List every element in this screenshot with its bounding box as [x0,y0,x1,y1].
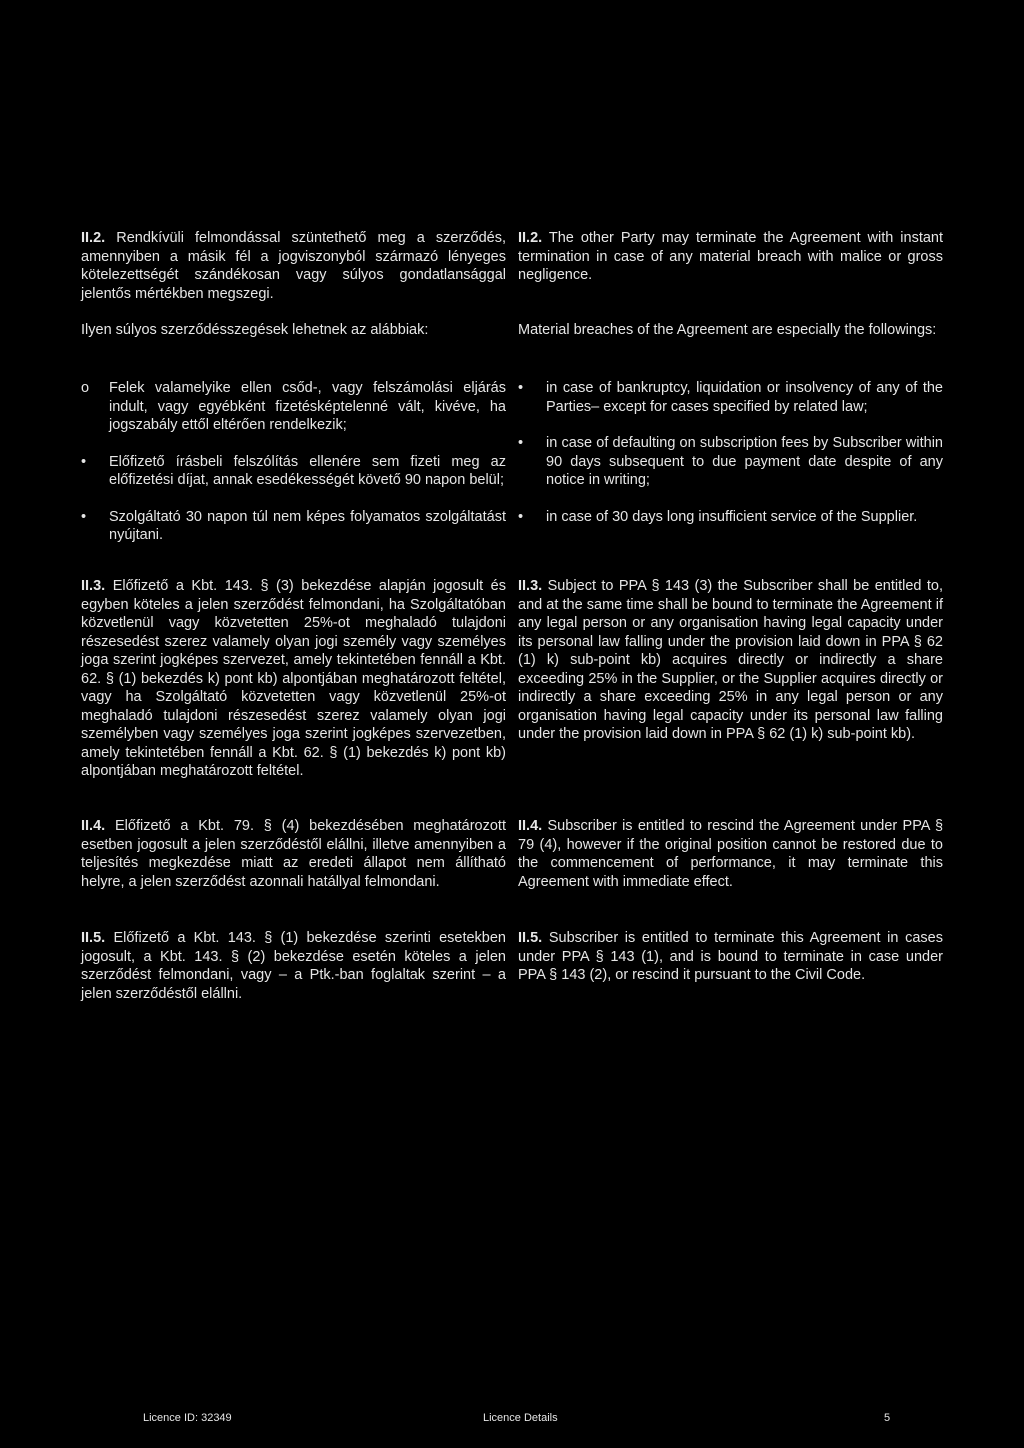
en-section-5-number: II.5. [518,930,543,946]
list-item [518,434,943,490]
hu-section-3-text: Előfizető a Kbt. 143. § (3) bekezdése alapján jogosult és egyben köteles a jelen szerződést felmondani, ha Szolgáltatóban közvetlenül vagy közvetetten 25%-ot meghaladó tulajdoni részesedést szerez valamely olyan jogi személy vagy személyes joga szerint jogképes szervezet, amely tekintetében fennáll a Kbt. 62. § (1) bekezdés k) pont kb) alpontjában meghatározott feltétel, vagy ha Szolgáltató közvetetten vagy közvetlenül 25%-ot meghaladó tulajdoni részesedést szerez valamely olyan jogi személyben vagy személyes joga szerint jogképes szervezetben, amely tekintetében fennáll a Kbt. 62. § (1) bekezdés k) pont kb) alpontjában meghatározott feltétel. [81,578,506,779]
en-section-3 [518,577,943,744]
list-item-text: in case of defaulting on subscription fees by Subscriber within 90 days subsequent to due payment date despite of any notice in writing; [546,435,943,488]
list-item [81,453,506,490]
list-item [518,508,943,527]
en-section-4-text: Subscriber is entitled to rescind the Agreement under PPA § 79 (4), however if the original position cannot be restored due to the commencement of performance, it may terminate this Agreement with immediate effect. [518,818,944,890]
bullet-icon: • [81,508,87,525]
list-item [81,508,506,545]
list-item [81,379,506,435]
en-section-2-text: The other Party may terminate the Agreement with instant termination in case of any material breach with malice or gross negligence. [518,230,943,283]
hu-section-3-number: II.3. [81,578,106,594]
bullet-icon: • [81,453,87,470]
hu-section-2-text: Rendkívüli felmondással szüntethető meg a szerződés, amennyiben a másik fél a jogviszonyból származó lényeges kötelezettségét szándékosan vagy súlyos gondatlansággal jelentős mértékben megszegi. [81,230,507,302]
hu-section-4-text: Előfizető a Kbt. 79. § (4) bekezdésében meghatározott esetben jogosult a jelen szerződéstől elállni, illetve amennyiben a teljesítés megkezdése miatt az eredeti állapot nem állítható helyre, a jelen szerződést azonnali hatállyal felmondani. [81,818,506,890]
hu-section-5-text: Előfizető a Kbt. 143. § (1) bekezdése szerinti esetekben jogosult, a Kbt. 143. § (2) bekezdése esetén köteles a jelen szerződést felmondani, vagy – a Ptk.-ban foglaltak szerint – a jelen szerződéstől elállni. [81,930,506,1002]
hu-breach-list [81,379,506,545]
hu-section-3 [81,577,506,781]
list-item [518,379,943,416]
en-section-2 [518,229,943,285]
en-section-5-text: Subscriber is entitled to terminate this Agreement in cases under PPA § 143 (1), and is bound to terminate in case under PPA § 143 (2), or rescind it pursuant to the Civil Code. [518,930,943,983]
hu-section-4 [81,817,506,891]
hu-section-5 [81,929,506,1003]
en-breach-intro: Material breaches of the Agreement are especially the followings: [518,322,937,338]
hu-breach-intro: Ilyen súlyos szerződésszegések lehetnek az alábbiak: [81,322,429,338]
hu-section-2-number: II.2. [81,230,106,246]
bullet-icon: • [518,380,524,396]
list-item-text: Szolgáltató 30 napon túl nem képes folyamatos szolgáltatást nyújtani. [109,508,506,543]
list-item-text: in case of bankruptcy, liquidation or insolvency of any of the Parties– except for cases specified by related law; [546,380,943,415]
footer-licence-id: Licence ID: 32349 [143,1412,232,1424]
footer-page-number: 5 [884,1412,891,1424]
hu-section-5-number: II.5. [81,930,106,946]
bullet-icon: • [518,508,524,525]
en-section-3-text: Subject to PPA § 143 (3) the Subscriber shall be entitled to, and at the same time shall be bound to terminate the Agreement if any legal person or any organisation having legal capacity under its personal law falling under the provision laid down in PPA § 62 (1) k) sub-point kb) acquires directly or indirectly a share exceeding 25% in the Supplier, or the Supplier acquires directly or indirectly a share exceeding 25% in any legal person or any organisation having legal capacity under its personal law falling under the provision laid down in PPA § 62 (1) k) sub-point kb). [518,578,943,742]
list-item-text: Előfizető írásbeli felszólítás ellenére sem fizeti meg az előfizetési díjat, annak esedékességét követő 90 napon belül; [109,453,506,488]
list-item-text: Felek valamelyike ellen csőd-, vagy felszámolási eljárás indult, vagy egyébként fizetésképtelenné vált, kivéve, ha jogszabály ettől eltérően rendelkezik; [109,380,506,433]
bullet-icon: • [518,435,524,451]
en-section-4 [518,817,943,891]
en-section-2-number: II.2. [518,230,543,246]
list-item-text: in case of 30 days long insufficient service of the Supplier. [546,508,918,525]
hu-section-4-number: II.4. [81,818,106,834]
en-section-5 [518,929,943,985]
en-section-3-number: II.3. [518,578,543,594]
hu-section-2 [81,229,506,303]
bullet-icon: o [81,380,90,396]
footer-title: Licence Details [483,1412,558,1424]
en-section-4-number: II.4. [518,818,543,834]
en-breach-list [518,379,943,526]
